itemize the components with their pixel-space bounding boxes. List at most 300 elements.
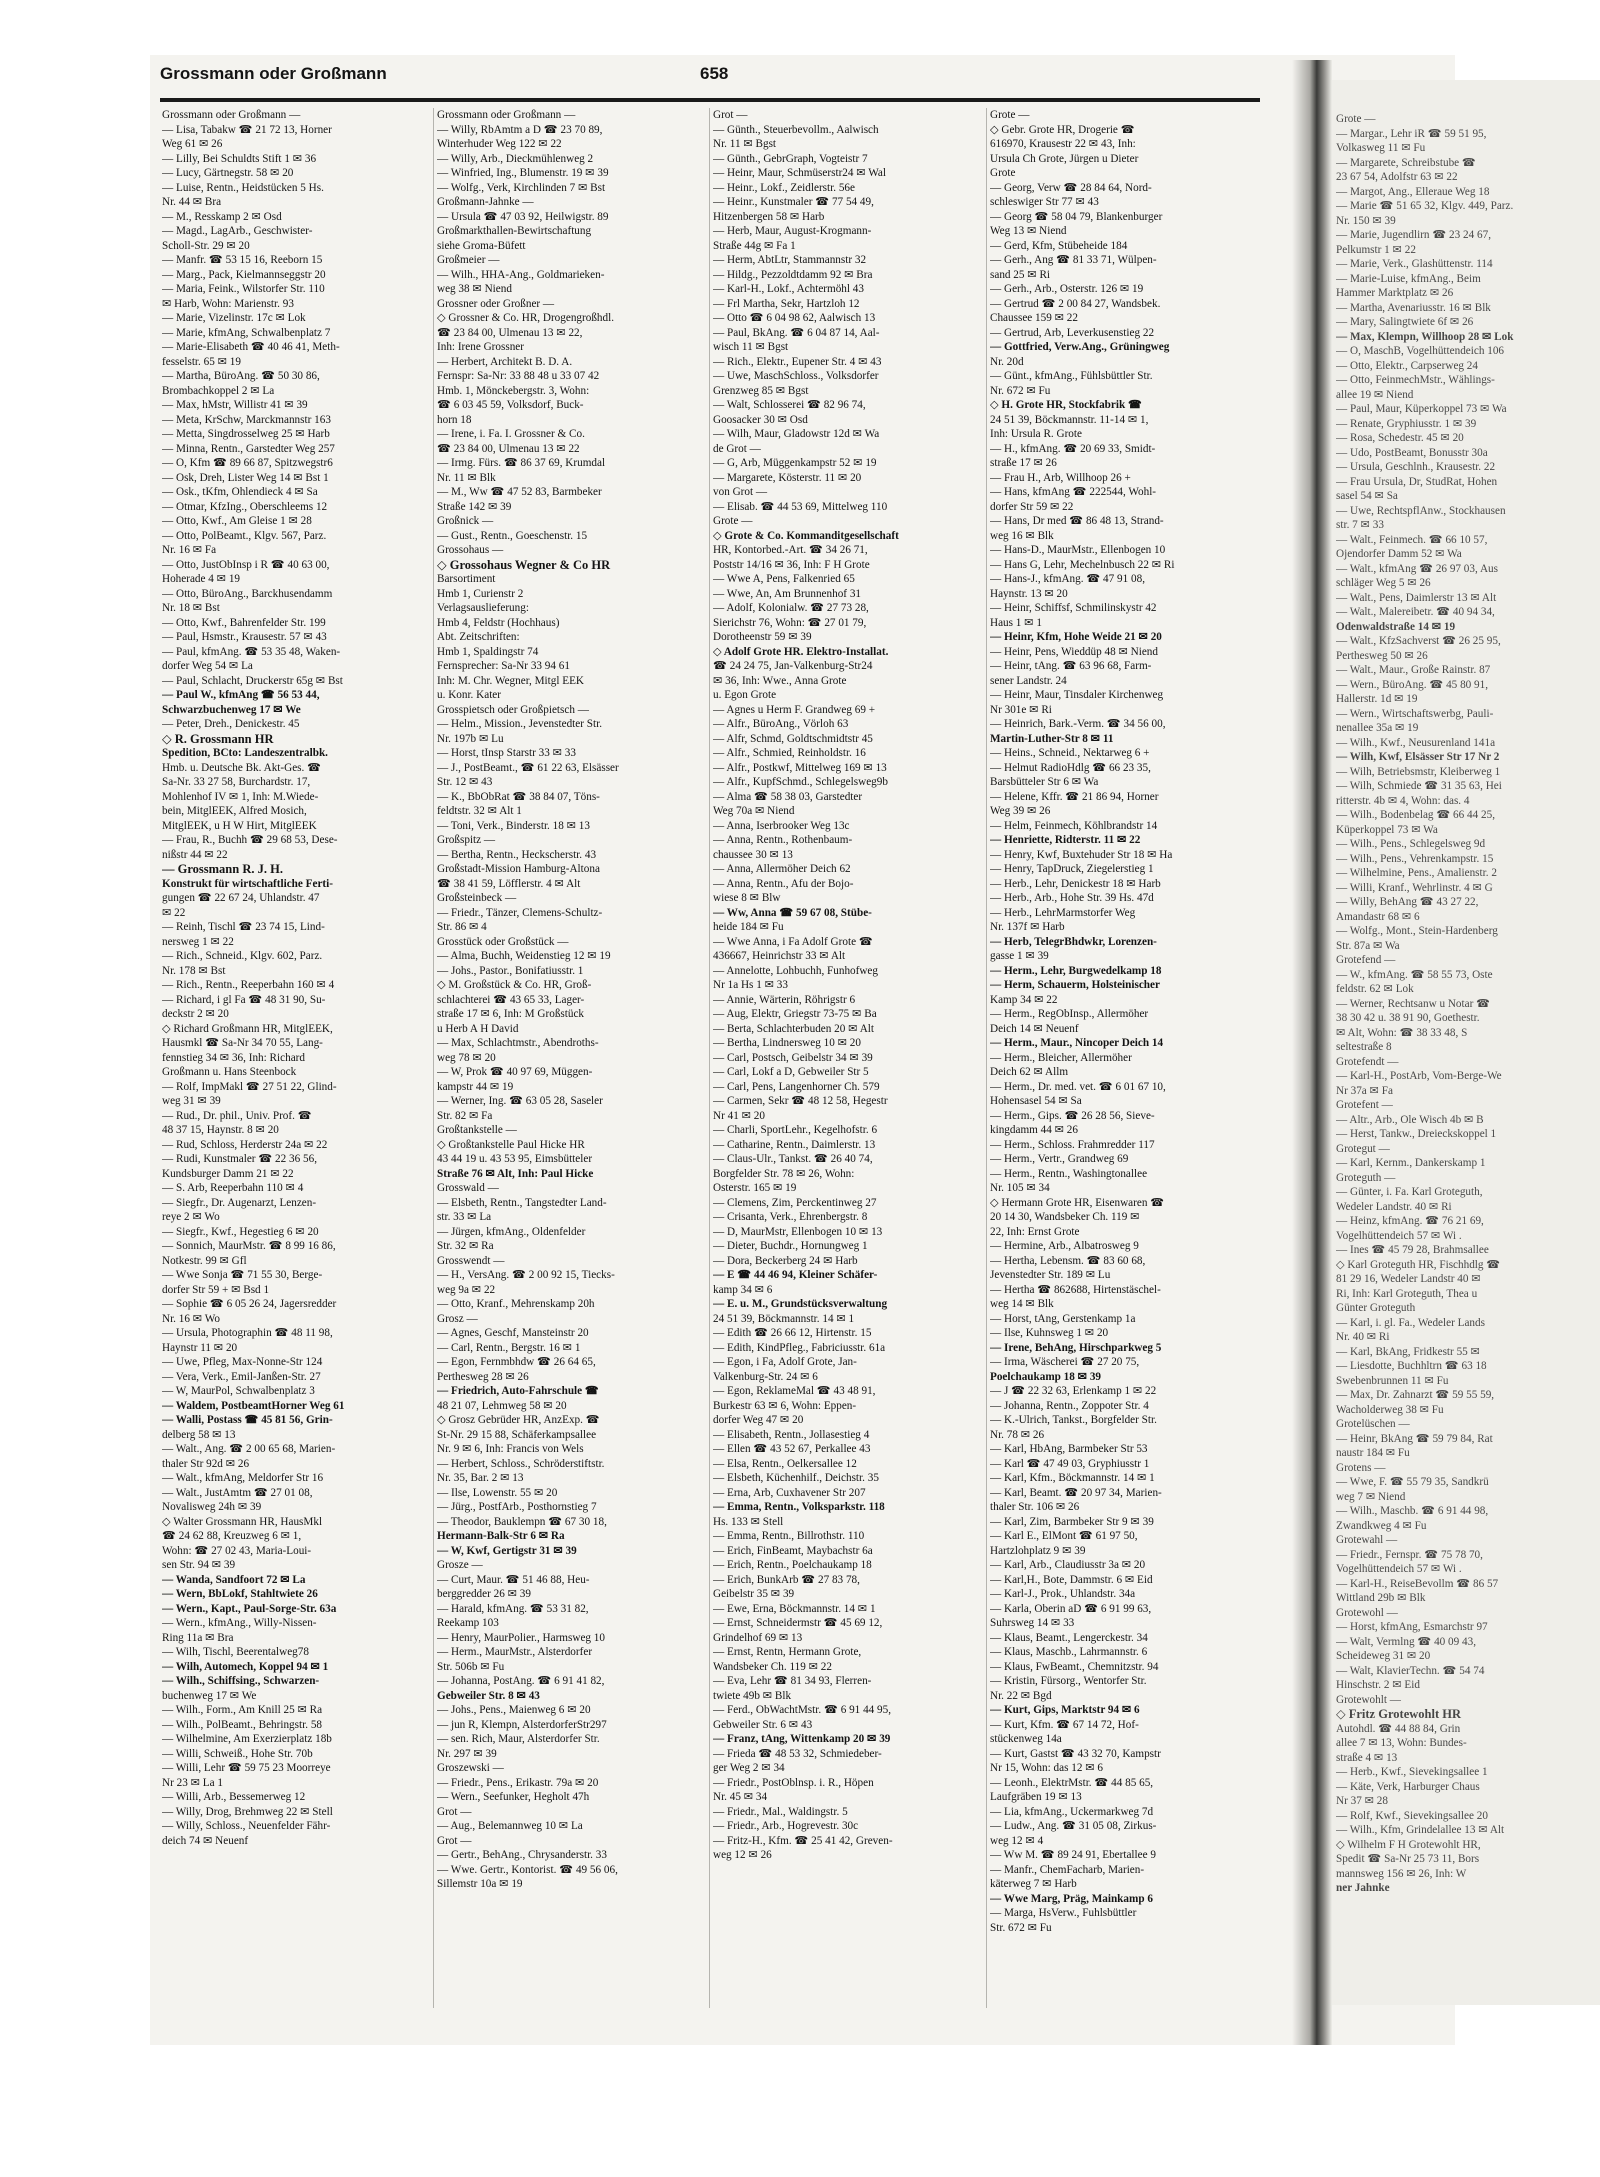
directory-entry: — Willy, Schloss., Neuenfelder Fähr- bbox=[162, 1820, 331, 1832]
directory-entry: chaussee 30 ✉ 13 bbox=[713, 848, 793, 861]
directory-entry: — Vera, Verk., Emil-Janßen-Str. 27 bbox=[162, 1370, 321, 1383]
directory-entry: Notkestr. 99 ✉ Gfl bbox=[162, 1254, 247, 1267]
directory-entry: — Herb., Arb., Hohe Str. 39 Hs. 47d bbox=[990, 892, 1154, 904]
directory-entry: Küperkoppel 73 ✉ Wa bbox=[1336, 823, 1438, 836]
directory-entry: — Edith, KindPfleg., Fabriciusstr. 61a bbox=[713, 1341, 886, 1354]
directory-entry: mannsweg 156 ✉ 26, Inh: W bbox=[1336, 1867, 1467, 1880]
directory-entry: ◇ Grossohaus Wegner & Co HR bbox=[437, 557, 611, 572]
directory-entry: — Heinr, tAng. ☎ 63 96 68, Farm- bbox=[990, 660, 1152, 672]
directory-entry: Großstadt-Mission Hamburg-Altona bbox=[437, 863, 600, 875]
directory-entry: — Winfried, Ing., Blumenstr. 19 ✉ 39 bbox=[437, 167, 609, 179]
directory-entry: — Irene, BehAng, Hirschparkweg 5 bbox=[990, 1341, 1162, 1354]
directory-entry: — W., kfmAng. ☎ 58 55 73, Oste bbox=[1336, 968, 1493, 981]
directory-entry: buchenweg 17 ✉ We bbox=[162, 1689, 257, 1702]
directory-entry: nenallee 35a ✉ 19 bbox=[1336, 722, 1419, 734]
directory-entry: — Walt., JustAmtm ☎ 27 01 08, bbox=[162, 1486, 313, 1499]
directory-entry: — Heinrich, Bark.-Verm. ☎ 34 56 00, bbox=[990, 718, 1166, 730]
directory-entry: — Erich, BunkArb ☎ 27 83 78, bbox=[713, 1573, 860, 1586]
directory-entry: gungen ☎ 22 67 24, Uhlandstr. 47 bbox=[162, 892, 320, 904]
directory-entry: — Otto, JustObInsp i R ☎ 40 63 00, bbox=[162, 558, 330, 571]
directory-entry: Scheideweg 31 ✉ 20 bbox=[1336, 1650, 1431, 1662]
directory-entry: Hallerstr. 1d ✉ 19 bbox=[1336, 693, 1418, 705]
directory-entry: — Siegfr., Kwf., Hegestieg 6 ✉ 20 bbox=[162, 1225, 319, 1238]
directory-entry: Abt. Zeitschriften: bbox=[437, 631, 520, 643]
directory-entry: dorfer Weg 47 ✉ 20 bbox=[713, 1414, 804, 1426]
directory-entry: — Horst, tAng, Gerstenkamp 1a bbox=[990, 1312, 1136, 1325]
directory-entry: — Renate, Gryphiusstr. 1 ✉ 39 bbox=[1336, 417, 1477, 430]
directory-entry: — Magd., LagArb., Geschwister- bbox=[162, 225, 313, 237]
directory-entry: — Karl-H., PostArb, Vom-Berge-We bbox=[1336, 1070, 1502, 1082]
directory-entry: Wittland 29b ✉ Blk bbox=[1336, 1592, 1426, 1604]
directory-entry: — Walt., kfmAng, Meldorfer Str 16 bbox=[162, 1472, 324, 1484]
directory-entry: — J ☎ 22 32 63, Erlenkamp 1 ✉ 22 bbox=[990, 1385, 1157, 1397]
directory-entry: — Alma, Buchh, Weidenstieg 12 ✉ 19 bbox=[437, 950, 611, 962]
directory-entry: ✉ Harb, Wohn: Marienstr. 93 bbox=[162, 297, 294, 310]
directory-entry: — Theodor, Bauklempn ☎ 67 30 18, bbox=[437, 1515, 607, 1528]
directory-entry: — E ☎ 44 46 94, Kleiner Schäfer- bbox=[713, 1269, 878, 1281]
directory-entry: — Hans-D., MaurMstr., Ellenbogen 10 bbox=[990, 544, 1166, 556]
directory-entry: Nr. 78 ✉ 26 bbox=[990, 1428, 1045, 1441]
directory-entry: — Friedr., PostOblnsp. i. R., Höpen bbox=[713, 1776, 874, 1789]
directory-entry: — Wilhelmine, Am Exerzierplatz 18b bbox=[162, 1733, 332, 1745]
directory-entry: Grenzweg 85 ✉ Bgst bbox=[713, 384, 809, 397]
directory-entry: Nr. 18 ✉ Bst bbox=[162, 602, 220, 614]
directory-entry: str. 7 ✉ 33 bbox=[1336, 519, 1384, 531]
directory-entry: — Friedr., Tänzer, Clemens-Schultz- bbox=[437, 906, 603, 919]
directory-entry: Grote bbox=[990, 167, 1016, 179]
directory-entry: — Marga, HsVerw., Fuhlsbüttler bbox=[990, 1907, 1137, 1919]
directory-entry: Wohn: ☎ 27 02 43, Maria-Loui- bbox=[162, 1544, 312, 1557]
directory-entry: — Bertha, Rentn., Heckscherstr. 43 bbox=[437, 848, 597, 861]
directory-entry: — Irene, i. Fa. I. Grossner & Co. bbox=[437, 428, 585, 440]
directory-entry: reye 2 ✉ Wo bbox=[162, 1211, 220, 1223]
directory-entry: — Richard, i gl Fa ☎ 48 31 90, Su- bbox=[162, 993, 326, 1006]
directory-entry: — Herm., Schloss. Frahmredder 117 bbox=[990, 1138, 1155, 1151]
directory-entry: — Hans, kfmAng ☎ 222544, Wohl- bbox=[990, 486, 1157, 498]
directory-entry: — Liesdotte, Buchhltrn ☎ 63 18 bbox=[1336, 1360, 1487, 1372]
directory-entry: ◇ H. Grote HR, Stockfabrik ☎ bbox=[990, 399, 1142, 411]
directory-entry: — Paul, Maur, Küperkoppel 73 ✉ Wa bbox=[1336, 403, 1507, 415]
directory-entry: — Elsa, Rentn., Oelkersallee 12 bbox=[713, 1457, 857, 1470]
directory-entry: — Gottfried, Verw.Ang., Grüningweg bbox=[990, 341, 1170, 353]
directory-entry: — Alma ☎ 58 38 03, Garstedter bbox=[713, 790, 863, 803]
directory-entry: — Hans, Dr med ☎ 86 48 13, Strand- bbox=[990, 515, 1164, 527]
directory-entry: — Wilh., Bodenbelag ☎ 66 44 25, bbox=[1336, 809, 1496, 821]
directory-entry: — Hermine, Arb., Albatrosweg 9 bbox=[990, 1240, 1139, 1252]
directory-entry: weg 78 ✉ 20 bbox=[437, 1051, 496, 1064]
directory-entry: — Ferd., ObWachtMstr. ☎ 6 91 44 95, bbox=[713, 1704, 892, 1716]
directory-entry: — Herm., Dr. med. vet. ☎ 6 01 67 10, bbox=[990, 1080, 1166, 1093]
directory-entry: — Marie, kfmAng, Schwalbenplatz 7 bbox=[162, 326, 331, 339]
directory-entry: Barsbütteler Str 6 ✉ Wa bbox=[990, 776, 1099, 788]
directory-entry: Str. 82 ✉ Fa bbox=[437, 1109, 493, 1122]
directory-entry: — Gertrud ☎ 2 00 84 27, Wandsbek. bbox=[990, 297, 1161, 310]
directory-entry: — Georg ☎ 58 04 79, Blankenburger bbox=[990, 210, 1163, 223]
directory-entry: — Helene, Kffr. ☎ 21 86 94, Horner bbox=[990, 790, 1159, 803]
directory-entry: — Johanna, Rentn., Zoppoter Str. 4 bbox=[990, 1399, 1149, 1412]
directory-entry: Nr. 197b ✉ Lu bbox=[437, 732, 504, 745]
directory-entry: MitglEEK, u H W Hirt, MitglEEK bbox=[162, 819, 317, 832]
directory-entry: — Ww, Anna ☎ 59 67 08, Stübe- bbox=[713, 906, 872, 919]
directory-entry: — Frau H., Arb, Willhoop 26 + bbox=[990, 471, 1131, 484]
directory-entry: — Herb., LehrMarmstorfer Weg bbox=[990, 906, 1136, 919]
directory-entry: Suhrsweg 14 ✉ 33 bbox=[990, 1617, 1075, 1629]
directory-entry: — H., VersAng. ☎ 2 00 92 15, Tiecks- bbox=[437, 1269, 615, 1281]
directory-entry: — Wilh, Automech, Koppel 94 ✉ 1 bbox=[162, 1660, 329, 1673]
directory-entry: — Carl, Pens, Langenhorner Ch. 579 bbox=[713, 1080, 880, 1093]
directory-entry: Weg 13 ✉ Niend bbox=[990, 225, 1067, 237]
directory-entry: str. 33 ✉ La bbox=[437, 1211, 492, 1223]
directory-entry: ◇ Hermann Grote HR, Eisenwaren ☎ bbox=[990, 1196, 1165, 1209]
directory-entry: — Herm., Vertr., Grandweg 69 bbox=[990, 1153, 1129, 1165]
directory-entry: Hmb 1, Curienstr 2 bbox=[437, 587, 524, 600]
directory-entry: ✉ Alt, Wohn: ☎ 38 33 48, S bbox=[1336, 1026, 1468, 1039]
directory-entry: Weg 39 ✉ 26 bbox=[990, 805, 1051, 817]
directory-entry: — Sophie ☎ 6 05 26 24, Jagersredder bbox=[162, 1298, 337, 1310]
directory-entry: Poelchaukamp 18 ✉ 39 bbox=[990, 1370, 1102, 1383]
directory-entry: weg 12 ✉ 4 bbox=[990, 1834, 1044, 1847]
directory-entry: Scholl-Str. 29 ✉ 20 bbox=[162, 239, 250, 252]
directory-entry: Hitzenbergen 58 ✉ Harb bbox=[713, 210, 825, 223]
directory-entry: — Karl, HbAng, Barmbeker Str 53 bbox=[990, 1443, 1148, 1455]
directory-entry: — O, MaschB, Vogelhüttendeich 106 bbox=[1336, 345, 1505, 357]
directory-entry: ✉ 36, Inh: Wwe., Anna Grote bbox=[713, 674, 847, 687]
directory-entry: — Wern., BüroAng. ☎ 45 80 91, bbox=[1336, 678, 1489, 691]
directory-entry: — Otto, BüroAng., Barckhusendamm bbox=[162, 587, 333, 600]
directory-entry: — Günter, i. Fa. Karl Groteguth, bbox=[1336, 1186, 1483, 1198]
directory-entry: Großspitz — bbox=[437, 834, 496, 846]
directory-entry: Autohdl. ☎ 44 88 84, Grin bbox=[1336, 1722, 1461, 1735]
directory-entry: — Friedr., Arb., Hogrevestr. 30c bbox=[713, 1820, 859, 1832]
directory-entry: — Karl, Beamt. ☎ 20 97 34, Marien- bbox=[990, 1486, 1162, 1499]
directory-entry: — Paul W., kfmAng ☎ 56 53 44, bbox=[162, 689, 320, 701]
directory-entry: kampstr 44 ✉ 19 bbox=[437, 1080, 514, 1093]
directory-entry: — Wilh., Form., Am Knill 25 ✉ Ra bbox=[162, 1704, 323, 1716]
directory-entry: — Lucy, Gärtnegstr. 58 ✉ 20 bbox=[162, 167, 294, 179]
directory-entry: gasse 1 ✉ 39 bbox=[990, 950, 1049, 962]
directory-entry: Volkasweg 11 ✉ Fu bbox=[1336, 142, 1426, 154]
directory-entry: sen Str. 94 ✉ 39 bbox=[162, 1559, 236, 1571]
directory-entry: — Werner, Ing. ☎ 63 05 28, Saseler bbox=[437, 1095, 603, 1107]
directory-entry: — Carl, Lokf a D, Gebweiler Str 5 bbox=[713, 1066, 869, 1078]
directory-entry: Nr 23 ✉ La 1 bbox=[162, 1776, 223, 1789]
directory-entry: Großmeier — bbox=[437, 254, 500, 266]
directory-entry: — Wwe Marg, Präg, Mainkamp 6 bbox=[990, 1892, 1153, 1905]
directory-entry: Nr. 16 ✉ Wo bbox=[162, 1312, 220, 1325]
directory-entry: fesselstr. 65 ✉ 19 bbox=[162, 355, 241, 368]
directory-entry: — Annelotte, Lohbuchh, Funhofweg bbox=[713, 964, 878, 977]
directory-entry: — Margarete, Kösterstr. 11 ✉ 20 bbox=[713, 471, 862, 484]
directory-entry: Grosze — bbox=[437, 1559, 483, 1571]
directory-entry: — Meta, KrSchw, Marckmannstr 163 bbox=[162, 413, 331, 426]
directory-entry: Zwandkweg 4 ✉ Fu bbox=[1336, 1519, 1427, 1532]
directory-entry: Hammer Marktplatz ✉ 26 bbox=[1336, 287, 1454, 299]
directory-entry: — Erna, Arb, Cuxhavener Str 207 bbox=[713, 1486, 866, 1499]
directory-entry: fennstieg 34 ✉ 36, Inh: Richard bbox=[162, 1051, 305, 1064]
directory-entry: — Wilh., Maschb. ☎ 6 91 44 98, bbox=[1336, 1505, 1489, 1517]
directory-entry: — Henry, MaurPolier., Harmsweg 10 bbox=[437, 1631, 605, 1644]
directory-entry: — Margarete, Schreibstube ☎ bbox=[1336, 156, 1476, 169]
directory-entry: — Wern., kfmAng., Willy-Nissen- bbox=[162, 1617, 317, 1629]
directory-entry: — Wwe, An, Am Brunnenhof 31 bbox=[713, 587, 862, 600]
directory-entry: — Frau, R., Buchh ☎ 29 68 53, Dese- bbox=[162, 834, 338, 846]
directory-entry: — Carl, Postsch, Geibelstr 34 ✉ 39 bbox=[713, 1051, 873, 1064]
directory-entry: — Wilh., Schiffsing., Schwarzen- bbox=[162, 1675, 320, 1687]
directory-entry: — Otto ☎ 6 04 98 62, Aalwisch 13 bbox=[713, 312, 876, 324]
directory-entry: — Elisab. ☎ 44 53 69, Mittelweg 110 bbox=[713, 500, 888, 513]
directory-entry: Str. 86 ✉ 4 bbox=[437, 921, 487, 933]
directory-entry: thaler Str 92d ✉ 26 bbox=[162, 1457, 250, 1470]
directory-entry: — Wern, BbLokf, Stahltwiete 26 bbox=[162, 1588, 318, 1600]
directory-entry: weg 12 ✉ 26 bbox=[713, 1849, 772, 1861]
directory-entry: — Paul, Hsmstr., Krausestr. 57 ✉ 43 bbox=[162, 631, 327, 643]
directory-entry: — Otto, PolBeamt., Klgv. 567, Parz. bbox=[162, 529, 327, 542]
directory-entry: Grossmann oder Großmann — bbox=[437, 109, 576, 121]
directory-entry: Grotewohl — bbox=[1336, 1606, 1398, 1619]
directory-entry: 436667, Heinrichstr 33 ✉ Alt bbox=[713, 950, 846, 962]
directory-entry: — Ines ☎ 45 79 28, Brahmsallee bbox=[1336, 1244, 1489, 1256]
directory-entry: 48 37 15, Haynstr. 8 ✉ 20 bbox=[162, 1124, 279, 1136]
directory-entry: — H., kfmAng. ☎ 20 69 33, Smidt- bbox=[990, 442, 1156, 455]
directory-entry: — Karl, BkAng, Fridkestr 55 ✉ bbox=[1336, 1345, 1480, 1358]
directory-entry: Str. 506b ✉ Fu bbox=[437, 1660, 505, 1673]
directory-entry: — M., Resskamp 2 ✉ Osd bbox=[162, 210, 282, 223]
directory-entry: Perthesweg 28 ✉ 26 bbox=[437, 1370, 529, 1383]
directory-entry: — Kurt, Gips, Marktstr 94 ✉ 6 bbox=[990, 1704, 1140, 1716]
directory-entry: — Gerd, Kfm, Stübeheide 184 bbox=[990, 239, 1128, 252]
directory-entry: Nr. 11 ✉ Blk bbox=[437, 471, 496, 484]
directory-entry: — Willi, Kranf., Wehrlinstr. 4 ✉ G bbox=[1336, 881, 1493, 894]
directory-entry: — Max, Klempn, Willhoop 28 ✉ Lok bbox=[1336, 330, 1514, 343]
directory-entry: schlachterei ☎ 43 65 33, Lager- bbox=[437, 993, 585, 1006]
directory-entry: — Hildg., Pezzoldtdamm 92 ✉ Bra bbox=[713, 268, 873, 281]
directory-entry: — Wwe A, Pens, Falkenried 65 bbox=[713, 573, 855, 585]
directory-entry: — Dieter, Buchdr., Hornungweg 1 bbox=[713, 1240, 868, 1252]
directory-entry: — K., BbObRat ☎ 38 84 07, Töns- bbox=[437, 790, 600, 803]
column-divider bbox=[709, 108, 710, 2008]
directory-entry: — Horst, tInsp Starstr 33 ✉ 33 bbox=[437, 747, 576, 759]
directory-entry: Laufgräben 19 ✉ 13 bbox=[990, 1791, 1082, 1803]
directory-entry: — Paul, kfmAng. ☎ 53 35 48, Waken- bbox=[162, 645, 341, 658]
directory-entry: — Willi, Arb., Bessemerweg 12 bbox=[162, 1791, 306, 1803]
directory-entry: — Wilh, Betriebsmstr, Kleiberweg 1 bbox=[1336, 765, 1501, 778]
directory-entry: — Otto, Kwf., Am Gleise 1 ✉ 28 bbox=[162, 515, 312, 527]
directory-entry: — Aug., Belemannweg 10 ✉ La bbox=[437, 1820, 583, 1832]
directory-entry: ger Weg 2 ✉ 34 bbox=[713, 1762, 785, 1774]
directory-entry: Straße 76 ✉ Alt, Inh: Paul Hicke bbox=[437, 1167, 594, 1180]
directory-entry: Nr. 35, Bar. 2 ✉ 13 bbox=[437, 1472, 524, 1484]
directory-entry: — Uwe, MaschSchloss., Volksdorfer bbox=[713, 370, 879, 382]
directory-entry: Hausmkl ☎ Sa-Nr 34 70 55, Lang- bbox=[162, 1037, 323, 1049]
directory-entry: Grotewohlt — bbox=[1336, 1693, 1401, 1706]
directory-entry: Großsteinbeck — bbox=[437, 892, 517, 904]
directory-entry: — Wilh., Kwf., Neusurenland 141a bbox=[1336, 736, 1496, 749]
directory-entry: — Gertrud, Arb, Leverkusenstieg 22 bbox=[990, 326, 1155, 339]
directory-entry: weg 9a ✉ 22 bbox=[437, 1283, 496, 1296]
directory-entry: u Herb A H David bbox=[437, 1022, 519, 1035]
directory-entry: Kamp 34 ✉ 22 bbox=[990, 993, 1058, 1006]
directory-entry: — Heinz, kfmAng. ☎ 76 21 69, bbox=[1336, 1215, 1484, 1227]
directory-entry: naustr 184 ✉ Fu bbox=[1336, 1447, 1410, 1459]
directory-entry: Borgfelder Str. 78 ✉ 26, Wohn: bbox=[713, 1167, 855, 1180]
directory-entry: stückenweg 14a bbox=[990, 1733, 1062, 1745]
directory-entry: — Curt, Maur. ☎ 51 46 88, Heu- bbox=[437, 1573, 590, 1586]
directory-entry: Grote — bbox=[990, 109, 1030, 121]
directory-entry: — Willy, Arb., Dieckmühlenweg 2 bbox=[437, 152, 594, 165]
directory-entry: wisch 11 ✉ Bgst bbox=[713, 341, 789, 353]
directory-entry: — Walt., kfmAng ☎ 26 97 03, Aus bbox=[1336, 562, 1498, 575]
directory-entry: — Manfr., ChemFacharb, Marien- bbox=[990, 1863, 1145, 1876]
directory-entry: — Marie-Elisabeth ☎ 40 46 41, Meth- bbox=[162, 341, 340, 353]
directory-entry: — Walt., Pens, Daimlerstr 13 ✉ Alt bbox=[1336, 591, 1497, 604]
directory-entry: ◇ Fritz Grotewohlt HR bbox=[1336, 1707, 1461, 1721]
directory-entry: — Karl-H., ReiseBevollm ☎ 86 57 bbox=[1336, 1577, 1499, 1590]
directory-entry: — Rosa, Schedestr. 45 ✉ 20 bbox=[1336, 432, 1464, 444]
directory-entry: — Heinr, Maur, Tinsdaler Kirchenweg bbox=[990, 689, 1164, 701]
directory-entry: — Wilh., Pens., Vehrenkampstr. 15 bbox=[1336, 852, 1494, 865]
header-rule bbox=[160, 98, 1260, 102]
directory-entry: Haynstr 11 ✉ 20 bbox=[162, 1341, 238, 1354]
directory-entry: — Karla, Oberin aD ☎ 6 91 99 63, bbox=[990, 1602, 1152, 1615]
directory-entry: — Ernst, Schneidermstr ☎ 45 69 12, bbox=[713, 1617, 883, 1629]
directory-entry: Großmarkthallen-Bewirtschaftung bbox=[437, 225, 592, 237]
directory-entry: — Margar., Lehr iR ☎ 59 51 95, bbox=[1336, 127, 1487, 140]
directory-entry: Ri, Inh: Karl Groteguth, Thea u bbox=[1336, 1287, 1478, 1300]
directory-entry: Grotelüschen — bbox=[1336, 1418, 1410, 1430]
directory-entry: Jevenstedter Str. 189 ✉ Lu bbox=[990, 1269, 1111, 1281]
directory-entry: — Alfr., Postkwf, Mittelweg 169 ✉ 13 bbox=[713, 761, 887, 774]
directory-entry: — W, Prok ☎ 40 97 69, Müggen- bbox=[437, 1066, 593, 1078]
directory-entry: Nr. 11 ✉ Bgst bbox=[713, 138, 777, 150]
directory-entry: — Maria, Feink., Wilstorfer Str. 110 bbox=[162, 283, 325, 295]
directory-entry: — Johs., Pens., Maienweg 6 ✉ 20 bbox=[437, 1704, 591, 1716]
directory-entry: ◇ R. Grossmann HR bbox=[162, 731, 274, 746]
directory-entry: — Wanda, Sandfoort 72 ✉ La bbox=[162, 1573, 306, 1586]
directory-entry: deich 74 ✉ Neuenf bbox=[162, 1834, 249, 1847]
directory-entry: Günter Groteguth bbox=[1336, 1302, 1416, 1314]
directory-entry: Großmann u. Hans Steenbock bbox=[162, 1066, 297, 1078]
directory-entry: 43 44 19 u. 43 53 95, Eimsbütteler bbox=[437, 1153, 593, 1165]
directory-entry: Grot — bbox=[437, 1805, 472, 1818]
directory-entry: — Ursula, Geschlnh., Krausestr. 22 bbox=[1336, 461, 1496, 473]
directory-entry: — Margot, Ang., Elleraue Weg 18 bbox=[1336, 185, 1490, 198]
directory-column-1 bbox=[162, 108, 430, 2008]
directory-entry: — Edith ☎ 26 66 12, Hirtenstr. 15 bbox=[713, 1327, 872, 1339]
directory-entry: Großmann-Jahnke — bbox=[437, 196, 534, 208]
directory-entry: Vogelhüttendeich 57 ✉ Wi . bbox=[1336, 1229, 1462, 1242]
directory-entry: — Herbert, Schloss., Schröderstiftstr. bbox=[437, 1457, 605, 1470]
directory-entry: HR, Kontorbed.-Art. ☎ 34 26 71, bbox=[713, 544, 868, 556]
directory-entry: — Karl, Arb., Claudiusstr 3a ✉ 20 bbox=[990, 1559, 1146, 1571]
directory-entry: — Elisabeth, Rentn., Jollasestieg 4 bbox=[713, 1428, 870, 1441]
directory-entry: — Marie ☎ 51 65 32, Klgv. 449, Parz. bbox=[1336, 200, 1514, 212]
directory-entry: kingdamm 44 ✉ 26 bbox=[990, 1124, 1078, 1136]
directory-entry: Sa-Nr. 33 27 58, Burchardstr. 17, bbox=[162, 776, 311, 788]
directory-entry: deckstr 2 ✉ 20 bbox=[162, 1008, 229, 1020]
directory-entry: sener Landstr. 24 bbox=[990, 674, 1067, 687]
directory-entry: thaler Str. 106 ✉ 26 bbox=[990, 1501, 1080, 1513]
directory-entry: — W, MaurPol, Schwalbenplatz 3 bbox=[162, 1385, 315, 1397]
directory-entry: — Rich., Schneid., Klgv. 602, Parz. bbox=[162, 950, 323, 962]
directory-entry: feldstr. 62 ✉ Lok bbox=[1336, 983, 1414, 995]
directory-entry: — Wolfg., Verk, Kirchlinden 7 ✉ Bst bbox=[437, 181, 606, 194]
directory-entry: Nr. 22 ✉ Bgd bbox=[990, 1689, 1052, 1702]
directory-entry: Hmb. u. Deutsche Bk. Akt-Ges. ☎ bbox=[162, 761, 322, 774]
directory-entry: — Walt., Ang. ☎ 2 00 65 68, Marien- bbox=[162, 1443, 336, 1455]
directory-entry: Weg 70a ✉ Niend bbox=[713, 805, 795, 817]
directory-entry: straße 4 ✉ 13 bbox=[1336, 1751, 1398, 1764]
page-header bbox=[160, 60, 1270, 100]
directory-entry: Valkenburg-Str. 24 ✉ 6 bbox=[713, 1370, 818, 1383]
directory-entry: — Reinh, Tischl ☎ 23 74 15, Lind- bbox=[162, 921, 325, 933]
directory-entry: — Lisa, Tabakw ☎ 21 72 13, Horner bbox=[162, 123, 332, 136]
directory-entry: — Agnes, Geschf, Mansteinstr 20 bbox=[437, 1327, 589, 1339]
directory-entry: — Henry, Kwf, Buxtehuder Str 18 ✉ Ha bbox=[990, 848, 1173, 861]
directory-entry: Grossner oder Großner — bbox=[437, 297, 555, 310]
directory-entry: — M., Ww ☎ 47 52 83, Barmbeker bbox=[437, 486, 602, 498]
directory-entry: — Carmen, Sekr ☎ 48 12 58, Hegestr bbox=[713, 1095, 888, 1107]
column-divider bbox=[433, 108, 434, 2008]
directory-entry: — Karl, i. gl. Fa., Wedeler Lands bbox=[1336, 1316, 1485, 1329]
directory-entry: — Charli, SportLehr., Kegelhofstr. 6 bbox=[713, 1124, 878, 1136]
directory-entry: — Walt, Schlosserei ☎ 82 96 74, bbox=[713, 399, 866, 411]
directory-entry: Grindelhof 69 ✉ 13 bbox=[713, 1631, 803, 1644]
directory-entry: — Rolf, Kwf., Sievekingsallee 20 bbox=[1336, 1809, 1488, 1822]
directory-entry: Grote — bbox=[713, 515, 753, 527]
directory-entry: — Marie, Verk., Glashüttenstr. 114 bbox=[1336, 258, 1493, 270]
directory-entry: — Siegfr., Dr. Augenarzt, Lenzen- bbox=[162, 1196, 317, 1209]
directory-entry: Poststr 14/16 ✉ 36, Inh: F H Grote bbox=[713, 558, 870, 571]
directory-entry: — Wern., Wirtschaftswerbg, Pauli- bbox=[1336, 707, 1494, 720]
directory-entry: Straße 142 ✉ 39 bbox=[437, 500, 512, 513]
directory-entry: — Uwe, RechtspflAnw., Stockhausen bbox=[1336, 504, 1506, 517]
directory-entry: Str. 12 ✉ 43 bbox=[437, 776, 493, 788]
directory-entry: ◇ Wilhelm F H Grotewohlt HR, bbox=[1336, 1838, 1481, 1851]
directory-entry: — Ursula ☎ 47 03 92, Heilwigstr. 89 bbox=[437, 210, 609, 223]
directory-entry: Inh: Ursula R. Grote bbox=[990, 428, 1082, 440]
directory-entry: — Annie, Wärterin, Röhrigstr 6 bbox=[713, 993, 856, 1006]
directory-entry: — Hertha ☎ 862688, Hirtenstäschel- bbox=[990, 1283, 1161, 1296]
directory-entry: — Wilh, Kwf, Elsässer Str 17 Nr 2 bbox=[1336, 751, 1500, 763]
directory-entry: Hs. 133 ✉ Stell bbox=[713, 1515, 784, 1528]
directory-entry: Dorotheenstr 59 ✉ 39 bbox=[713, 631, 812, 643]
directory-entry: 24 51 39, Böckmannstr. 11-14 ✉ 1, bbox=[990, 413, 1149, 426]
directory-entry: — Marie, Jugendlirn ☎ 23 24 67, bbox=[1336, 229, 1492, 241]
directory-entry: sasel 54 ✉ Sa bbox=[1336, 490, 1398, 502]
directory-entry: Grotefendt — bbox=[1336, 1055, 1399, 1068]
directory-column-3 bbox=[713, 108, 981, 2008]
directory-entry: allee 19 ✉ Niend bbox=[1336, 388, 1414, 401]
directory-entry: Grosswendt — bbox=[437, 1254, 505, 1267]
directory-entry: — Luise, Rentn., Heidstücken 5 Hs. bbox=[162, 181, 324, 194]
directory-entry: 24 51 39, Böckmannstr. 14 ✉ 1 bbox=[713, 1312, 855, 1325]
directory-entry: Martin-Luther-Str 8 ✉ 11 bbox=[990, 732, 1114, 745]
directory-entry: Novalisweg 24h ✉ 39 bbox=[162, 1501, 262, 1513]
directory-entry: — Elsbeth, Rentn., Tangstedter Land- bbox=[437, 1196, 607, 1209]
directory-entry: — Heinr., Lokf., Zeidlerstr. 56e bbox=[713, 181, 855, 194]
directory-entry: — Johs., Pastor., Bonifatiusstr. 1 bbox=[437, 964, 584, 977]
directory-entry: — Sonnich, MaurMstr. ☎ 8 99 16 86, bbox=[162, 1240, 336, 1252]
directory-entry: Nr. 9 ✉ 6, Inh: Francis von Wels bbox=[437, 1443, 584, 1455]
directory-entry: 48 21 07, Lehmweg 58 ✉ 20 bbox=[437, 1399, 567, 1412]
directory-entry: — Wilh., PolBeamt., Behringstr. 58 bbox=[162, 1718, 323, 1731]
directory-entry: — Wilh., Pens., Schlegelsweg 9d bbox=[1336, 838, 1486, 850]
directory-entry: — jun R, Klempn, AlsterdorferStr297 bbox=[437, 1718, 607, 1731]
directory-entry: ☎ 38 41 59, Löfflerstr. 4 ✉ Alt bbox=[437, 877, 581, 890]
directory-entry: — D, MaurMstr, Ellenbogen 10 ✉ 13 bbox=[713, 1225, 883, 1238]
directory-entry: — Otto, FeinmechMstr., Wählings- bbox=[1336, 374, 1495, 386]
directory-entry: u. Konr. Kater bbox=[437, 689, 501, 701]
